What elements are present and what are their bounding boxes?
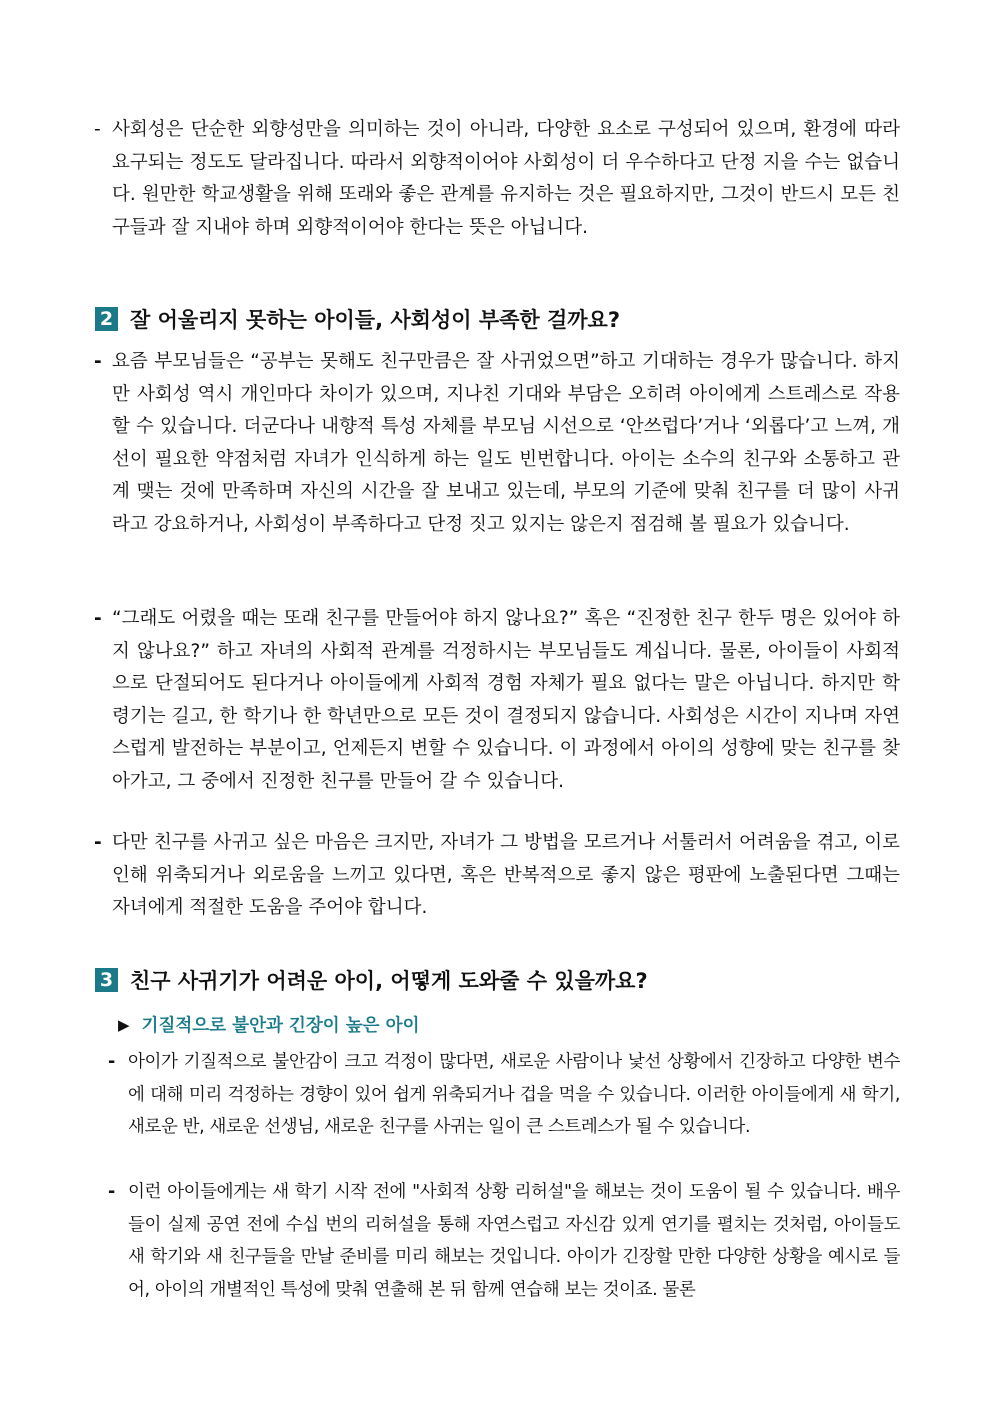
subheading-title: 기질적으로 불안과 긴장이 높은 아이: [141, 1016, 420, 1036]
section-3-bullet: [108, 1046, 900, 1144]
bullet-marker: -: [108, 1052, 115, 1072]
section-number-badge: 3: [95, 968, 118, 992]
section-number-badge: 2: [95, 307, 118, 331]
bullet-text: 이런 아이들에게는 새 학기 시작 전에 "사회적 상황 리허설"을 해보는 것이 도움이 될 수 있습니다. 배우들이 실제 공연 전에 수십 번의 리허설을 통해 자연스럽고 자신감 있게 연기를 펼치는 것처럼, 아이들도 새 학기와 새 친구들을 만날 준비를 미리 해보는 것입니다. 아이가 긴장할 만한 다양한 상황을 예시로 들어, 아이의 개별적인 특성에 맞춰 연출해 본 뒤 함께 연습해 보는 것이죠. 물론: [128, 1182, 900, 1300]
section-3-heading: [95, 966, 648, 994]
section-2-bullet: [94, 603, 900, 798]
bullet-text: 요즘 부모님들은 “공부는 못해도 친구만큼은 잘 사귀었으면”하고 기대하는 경우가 많습니다. 하지만 사회성 역시 개인마다 차이가 있으며, 지나친 기대와 부담은 오히려 아이에게 스트레스로 작용할 수 있습니다. 더군다나 내향적 특성 자체를 부모님 시선으로 ‘안쓰럽다’거나 ‘외롭다’고 느껴, 개선이 필요한 약점처럼 자녀가 인식하게 하는 일도 빈번합니다. 아이는 소수의 친구와 소통하고 관계 맺는 것에 만족하며 자신의 시간을 잘 보내고 있는데, 부모의 기준에 맞춰 친구를 더 많이 사귀라고 강요하거나, 사회성이 부족하다고 단정 짓고 있지는 않은지 점검해 볼 필요가 있습니다.: [112, 351, 900, 535]
section-2-bullet: [94, 346, 900, 541]
section-title: 친구 사귀기가 어려운 아이, 어떻게 도와줄 수 있을까요?: [130, 969, 648, 993]
bullet-text: “그래도 어렸을 때는 또래 친구를 만들어야 하지 않나요?” 혹은 “진정한 친구 한두 명은 있어야 하지 않나요?” 하고 자녀의 사회적 관계를 걱정하시는 부모님들도 계십니다. 물론, 아이들이 사회적으로 단절되어도 된다거나 아이들에게 사회적 경험 자체가 필요 없다는 말은 아닙니다. 하지만 학령기는 길고, 한 학기나 한 학년만으로 모든 것이 결정되지 않습니다. 사회성은 시간이 지나며 자연스럽게 발전하는 부분이고, 언제든지 변할 수 있습니다. 이 과정에서 아이의 성향에 맞는 친구를 찾아가고, 그 중에서 진정한 친구를 만들어 갈 수 있습니다.: [112, 608, 900, 792]
bullet-marker: -: [94, 608, 102, 629]
triangle-right-icon: ▶: [118, 1015, 130, 1034]
intro-bullet: [94, 114, 900, 244]
subheading: [118, 1012, 420, 1037]
bullet-marker: -: [94, 351, 102, 372]
bullet-marker: -: [94, 119, 101, 140]
section-2-heading: [95, 305, 620, 333]
bullet-marker: -: [108, 1182, 115, 1202]
section-title: 잘 어울리지 못하는 아이들, 사회성이 부족한 걸까요?: [130, 308, 621, 332]
bullet-text: 다만 친구를 사귀고 싶은 마음은 크지만, 자녀가 그 방법을 모르거나 서툴러서 어려움을 겪고, 이로 인해 위축되거나 외로움을 느끼고 있다면, 혹은 반복적으로 좋지 않은 평판에 노출된다면 그때는 자녀에게 적절한 도움을 주어야 합니다.: [112, 832, 900, 918]
section-2-bullet: [94, 827, 900, 925]
section-3-bullet: [108, 1176, 900, 1306]
bullet-text: 사회성은 단순한 외향성만을 의미하는 것이 아니라, 다양한 요소로 구성되어 있으며, 환경에 따라 요구되는 정도도 달라집니다. 따라서 외향적이어야 사회성이 더 우수하다고 단정 지을 수는 없습니다. 원만한 학교생활을 위해 또래와 좋은 관계를 유지하는 것은 필요하지만, 그것이 반드시 모든 친구들과 잘 지내야 하며 외향적이어야 한다는 뜻은 아닙니다.: [112, 119, 900, 238]
bullet-marker: -: [94, 832, 102, 853]
bullet-text: 아이가 기질적으로 불안감이 크고 걱정이 많다면, 새로운 사람이나 낯선 상황에서 긴장하고 다양한 변수에 대해 미리 걱정하는 경향이 있어 쉽게 위축되거나 겁을 먹을 수 있습니다. 이러한 아이들에게 새 학기, 새로운 반, 새로운 선생님, 새로운 친구를 사귀는 일이 큰 스트레스가 될 수 있습니다.: [128, 1052, 900, 1137]
